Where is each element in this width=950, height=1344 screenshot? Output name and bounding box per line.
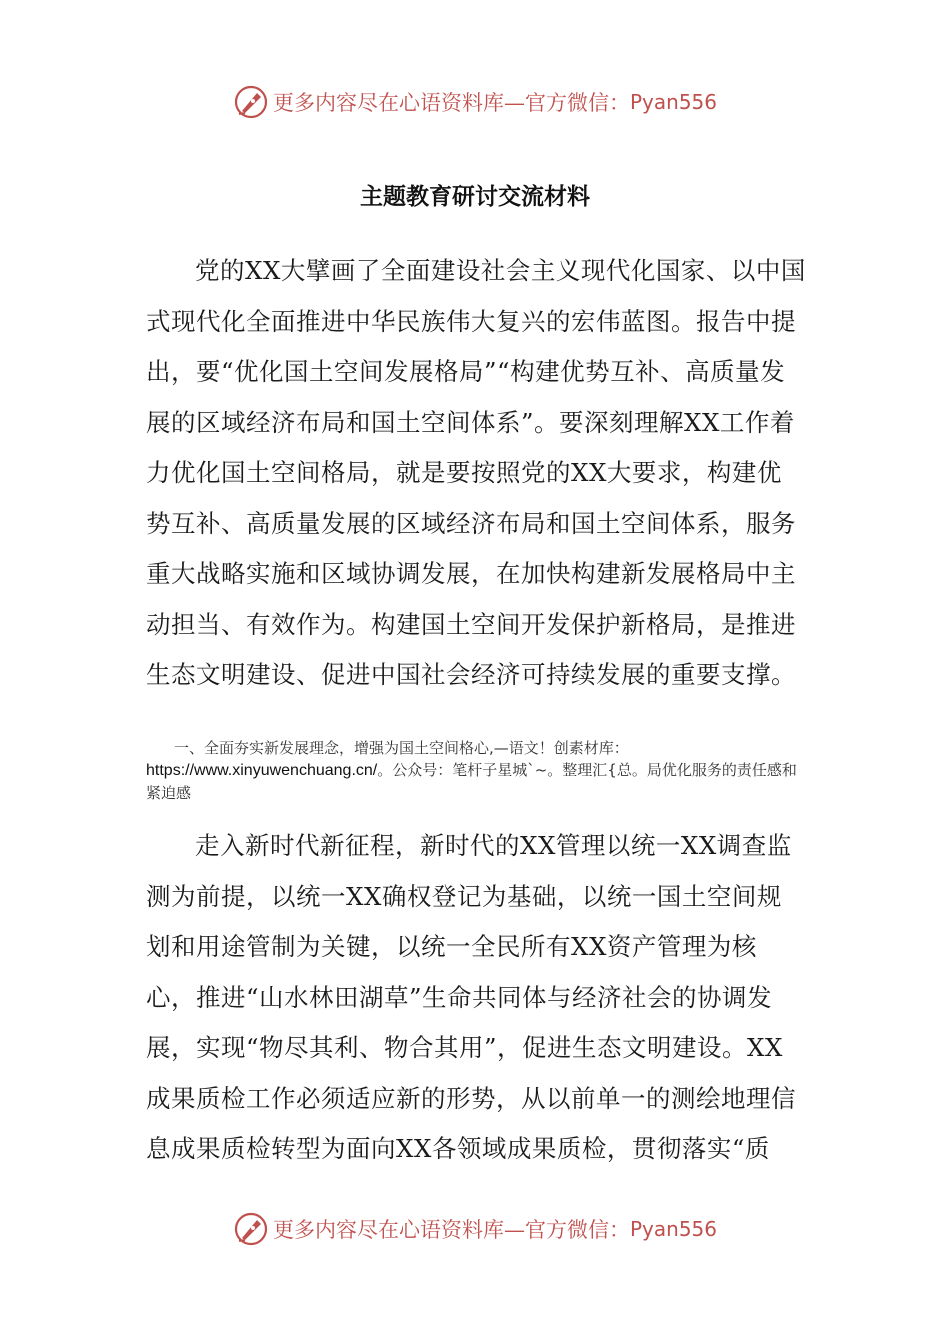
note-url: https://www.xinyuwenchuang.cn/ (146, 762, 378, 779)
pen-nib-logo-icon (233, 84, 269, 120)
banner-brand-text: 更多内容尽在心语资料库—官方微信： (272, 91, 630, 115)
banner-brand-text: 更多内容尽在心语资料库—官方微信： (272, 1218, 630, 1242)
section-heading-note (146, 737, 806, 804)
body-paragraph-1: 党的XX大擘画了全面建设社会主义现代化国家、以中国式现代化全面推进中华民族伟大复兴的宏伟蓝图。报告中提出，要“优化国土空间发展格局”“构建优势互补、高质量发展的区域经济布局和国土空间体系”。要深刻理解XX工作着力优化国土空间格局，就是要按照党的XX大要求，构建优势互补、高质量发展的区域经济布局和国土空间体系，服务重大战略实施和区域协调发展，在加快构建新发展格局中主动担当、有效作为。构建国土空间开发保护新格局，是推进生态文明建设、促进中国社会经济可持续发展的重要支撑。 (146, 256, 806, 689)
body-paragraph-2: 走入新时代新征程，新时代的XX管理以统一XX调查监测为前提，以统一XX确权登记为基础，以统一国土空间规划和用途管制为关键，以统一全民所有XX资产管理为核心，推进“山水林田湖草”生命共同体与经济社会的协调发展，实现“物尽其利、物合其用”，促进生态文明建设。XX成果质检工作必须适应新的形势，从以前单一的测绘地理信息成果质检转型为面向XX各领域成果质检，贯彻落实“质 (146, 831, 796, 1163)
document-title: 主题教育研讨交流材料 (360, 183, 590, 210)
note-tail: 。公众号：笔杆子星城`~。整理汇{总。局优化服务的责任感和紧迫感 (146, 761, 797, 802)
note-lead: 一、全面夯实新发展理念，增强为国土空间格心,—语文！创素材库： (174, 739, 629, 757)
banner-wechat-id: Pyan556 (629, 1217, 717, 1241)
footer-banner (0, 1207, 950, 1251)
pen-nib-logo-icon (233, 1211, 269, 1247)
banner-wechat-id: Pyan556 (629, 90, 717, 114)
header-banner (0, 80, 950, 124)
